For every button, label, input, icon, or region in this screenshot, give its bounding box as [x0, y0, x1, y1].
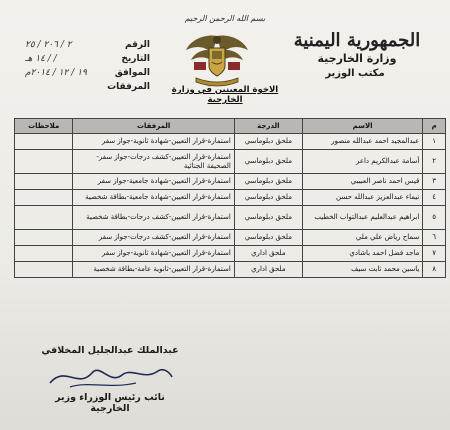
row-name: قيس احمد ناصر العبيبي — [302, 174, 422, 190]
row-num: ٣ — [423, 174, 446, 190]
col-header-name: الاسم — [302, 119, 422, 134]
row-name: تيماء عبدالعزيز عبدالله حسن — [302, 190, 422, 206]
row-attachments: استمارة-قرار التعيين-كشف درجات-جواز سفر — [73, 230, 234, 246]
row-attachments: استمارة-قرار التعيين-شهادة ثانوية-جواز سفر — [73, 134, 234, 150]
row-rank: ملحق اداري — [234, 262, 302, 278]
reference-row — [25, 40, 150, 54]
attachments-label: المرفقات — [107, 82, 150, 92]
row-attachments: استمارة-قرار التعيين-ثانوية عامة-بطاقة شخصية — [73, 262, 234, 278]
equiv-row — [25, 68, 150, 82]
office-heading: مكتب الوزير — [325, 68, 385, 79]
reference-block — [25, 40, 150, 96]
row-notes — [15, 190, 73, 206]
row-notes — [15, 134, 73, 150]
row-notes — [15, 206, 73, 230]
attachments-row — [25, 82, 150, 96]
row-rank: ملحق دبلوماسي — [234, 206, 302, 230]
row-rank: ملحق دبلوماسي — [234, 150, 302, 174]
col-header-num: م — [423, 119, 446, 134]
col-header-notes: ملاحظات — [15, 119, 73, 134]
row-num: ١ — [423, 134, 446, 150]
row-rank: ملحق دبلوماسي — [234, 174, 302, 190]
date-label: التاريخ — [121, 54, 150, 64]
yemen-emblem-icon — [182, 30, 252, 88]
table-row — [15, 174, 446, 190]
row-attachments: استمارة-قرار التعيين-شهادة جامعية-بطاقة شخصية — [73, 190, 234, 206]
ref-value: ٢ / ٢٠٦ / ٢٥ — [25, 40, 72, 50]
subject-line: الاخوة المعينين في وزارة الخارجية — [171, 85, 279, 105]
table-row — [15, 190, 446, 206]
row-num: ٨ — [423, 262, 446, 278]
row-num: ٦ — [423, 230, 446, 246]
table-row — [15, 230, 446, 246]
table-header-row — [15, 119, 446, 134]
table-row — [15, 246, 446, 262]
table-row — [15, 206, 446, 230]
row-name: عبدالمجيد احمد عبدالله منصور — [302, 134, 422, 150]
row-rank: ملحق اداري — [234, 246, 302, 262]
row-name: ابراهيم عبدالعليم عبدالتواب الخطيب — [302, 206, 422, 230]
row-name: سماح رياض علي ملي — [302, 230, 422, 246]
row-num: ٤ — [423, 190, 446, 206]
row-attachments: استمارة-قرار التعيين-شهادة ثانوية-جواز سفر — [73, 246, 234, 262]
row-num: ٧ — [423, 246, 446, 262]
row-rank: ملحق دبلوماسي — [234, 190, 302, 206]
table-row — [15, 262, 446, 278]
handwritten-signature — [40, 355, 180, 397]
republic-heading: الجمهورية اليمنية — [293, 30, 421, 51]
row-notes — [15, 262, 73, 278]
row-name: ياسين محمد ثابت سيف — [302, 262, 422, 278]
appointees-table — [14, 118, 446, 278]
ministry-heading: وزارة الخارجية — [317, 52, 397, 65]
row-rank: ملحق دبلوماسي — [234, 230, 302, 246]
row-name: أسامة عبدالكريم داعر — [302, 150, 422, 174]
table-row — [15, 150, 446, 174]
row-num: ٥ — [423, 206, 446, 230]
date-row — [25, 54, 150, 68]
row-notes — [15, 246, 73, 262]
table-row — [15, 134, 446, 150]
signatory-name: عبدالملك عبدالجليل المخلافي — [41, 345, 179, 356]
row-attachments: استمارة-قرار التعيين-شهادة جامعية-جواز سفر — [73, 174, 234, 190]
col-header-rank: الدرجة — [234, 119, 302, 134]
row-notes — [15, 174, 73, 190]
col-header-attachments: المرفقات — [73, 119, 234, 134]
row-attachments: استمارة-قرار التعيين-كشف درجات-جواز سفر-الصحيفة الجنائية — [73, 150, 234, 174]
row-rank: ملحق دبلوماسي — [234, 134, 302, 150]
date-value: / / ١٤ هـ — [25, 54, 57, 64]
basmala: بسم الله الرحمن الرحيم — [184, 14, 266, 23]
equiv-value: ١٩ / ١٢ / ٢٠١٤م — [25, 68, 87, 78]
row-attachments: استمارة-قرار التعيين-كشف درجات-بطاقة شخصية — [73, 206, 234, 230]
ref-label: الرقم — [124, 40, 150, 50]
row-notes — [15, 150, 73, 174]
row-num: ٢ — [423, 150, 446, 174]
row-name: ماجد فضل احمد باشادي — [302, 246, 422, 262]
signatory-title: نائب رئيس الوزراء وزير الخارجية — [55, 392, 165, 414]
row-notes — [15, 230, 73, 246]
equiv-label: الموافق — [114, 68, 150, 78]
